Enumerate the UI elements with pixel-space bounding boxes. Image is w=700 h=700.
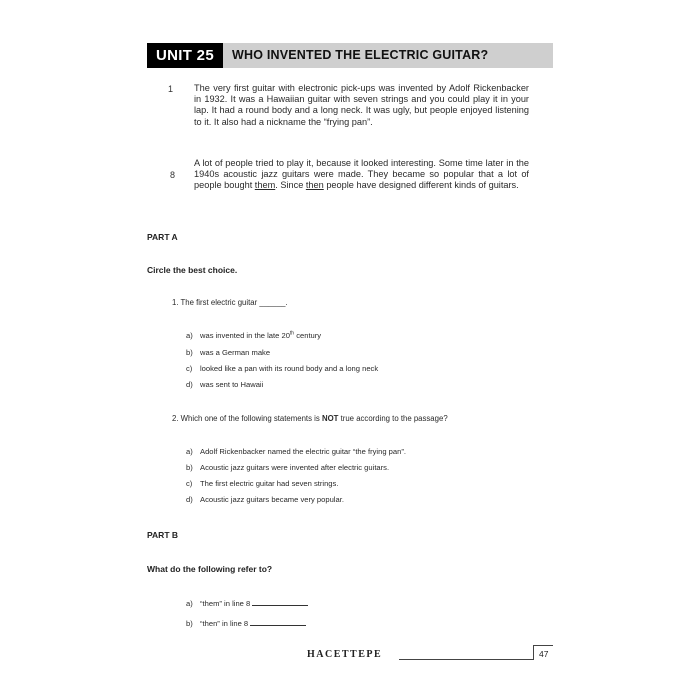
item-letter: b) (186, 619, 193, 628)
option-text: was invented in the late 20 (200, 331, 290, 340)
option-letter: c) (186, 479, 193, 488)
option-text-end: century (294, 331, 322, 340)
option-text: Acoustic jazz guitars became very popular. (200, 495, 344, 504)
footer-page-box-edge (533, 645, 534, 660)
part-a-label: PART A (147, 232, 178, 242)
q2-option-c (186, 479, 338, 488)
part-b-item-a (186, 597, 308, 608)
line-number-1: 1 (168, 84, 174, 94)
underlined-them: them (254, 180, 276, 191)
answer-blank[interactable] (252, 597, 308, 606)
q2-option-d (186, 495, 344, 504)
option-letter: d) (186, 495, 193, 504)
part-b-label: PART B (147, 530, 179, 540)
option-letter: a) (186, 331, 193, 340)
option-letter: d) (186, 380, 193, 389)
passage-paragraph-2 (194, 158, 529, 192)
q1-option-d (186, 380, 263, 389)
paragraph-2-part-c: people have designed different kinds of guitars. (323, 180, 519, 191)
option-superscript: th (289, 330, 295, 337)
option-text: looked like a pan with its round body and a long neck (200, 364, 379, 373)
part-b-instruction: What do the following refer to? (147, 564, 273, 574)
question-2-stem (172, 414, 448, 423)
underlined-then: then (305, 180, 324, 191)
page-number: 47 (539, 649, 549, 659)
q2-stem-emphasis: NOT (321, 414, 339, 423)
paragraph-2-part-b: . Since (275, 180, 306, 191)
option-letter: b) (186, 463, 193, 472)
paragraph-2-text (194, 158, 529, 192)
q2-option-a (186, 447, 406, 456)
passage-paragraph-1 (194, 83, 529, 128)
q1-option-b (186, 348, 270, 357)
option-text: Adolf Rickenbacker named the electric guitar “the frying pan”. (200, 447, 406, 456)
footer-brand: HACETTEPE (307, 649, 383, 660)
item-letter: a) (186, 599, 193, 608)
part-a-instruction: Circle the best choice. (147, 265, 238, 275)
option-text: Acoustic jazz guitars were invented after electric guitars. (200, 463, 390, 472)
q1-option-c (186, 364, 378, 373)
paragraph-2-part-a: A lot of people tried to play it, because it looked interesting. Some time later in the 1940s acoustic jazz guitars were made. They became so popular that a lot of people bought (194, 158, 529, 191)
item-text: “then” in line 8 (200, 619, 249, 628)
paragraph-1-text: The very first guitar with electronic pick-ups was invented by Adolf Rickenbacker in 1932. It was a Hawaiian guitar with seven strings and you could play it in your lap. It had a round body and a long neck. It was ugly, but people enjoyed listening to it. It also had a nickname the “frying pan”. (194, 83, 529, 127)
question-1-stem: 1. The first electric guitar ______. (172, 298, 288, 307)
option-text: The first electric guitar had seven strings. (200, 479, 339, 488)
option-letter: a) (186, 447, 193, 456)
option-text: was sent to Hawaii (200, 380, 264, 389)
q2-stem-end: true according to the passage? (338, 414, 448, 423)
option-text: was a German make (200, 348, 271, 357)
footer-rule (399, 659, 533, 660)
q2-option-b (186, 463, 389, 472)
item-text: “them” in line 8 (200, 599, 251, 608)
answer-blank[interactable] (250, 617, 306, 626)
line-number-8: 8 (170, 170, 176, 180)
part-b-item-b (186, 617, 306, 628)
option-letter: b) (186, 348, 193, 357)
unit-label: UNIT 25 (147, 43, 223, 68)
q2-stem-start: 2. Which one of the following statements is (172, 414, 322, 423)
unit-title: WHO INVENTED THE ELECTRIC GUITAR? (232, 48, 489, 62)
q1-option-a (186, 331, 321, 340)
option-letter: c) (186, 364, 193, 373)
footer-page-box-top (533, 645, 553, 646)
